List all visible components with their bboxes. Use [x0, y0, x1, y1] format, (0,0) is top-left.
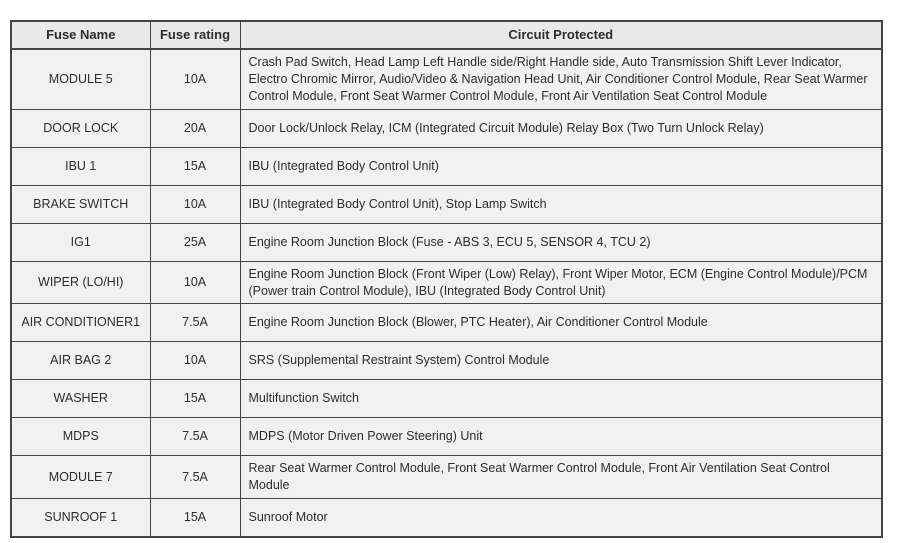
fuse-rating-cell: 10A [150, 261, 240, 304]
table-row [11, 342, 882, 380]
fuse-name-cell: WASHER [11, 380, 150, 418]
fuse-name-cell: MDPS [11, 418, 150, 456]
circuit-protected-cell: Sunroof Motor [240, 499, 882, 538]
fuse-name-cell: BRAKE SWITCH [11, 185, 150, 223]
table-row [11, 456, 882, 499]
fuse-rating-cell: 20A [150, 109, 240, 147]
circuit-protected-cell: Multifunction Switch [240, 380, 882, 418]
circuit-protected-cell: Engine Room Junction Block (Fuse - ABS 3, ECU 5, SENSOR 4, TCU 2) [240, 223, 882, 261]
fuse-rating-cell: 10A [150, 185, 240, 223]
header-circuit-protected: Circuit Protected [240, 21, 882, 49]
fuse-name-cell: MODULE 7 [11, 456, 150, 499]
circuit-protected-cell: SRS (Supplemental Restraint System) Control Module [240, 342, 882, 380]
circuit-protected-cell: Engine Room Junction Block (Front Wiper (Low) Relay), Front Wiper Motor, ECM (Engine Control Module)/PCM (Power train Control Module), IBU (Integrated Body Control Unit) [240, 261, 882, 304]
circuit-protected-cell: Door Lock/Unlock Relay, ICM (Integrated Circuit Module) Relay Box (Two Turn Unlock Relay) [240, 109, 882, 147]
fuse-name-cell: AIR CONDITIONER1 [11, 304, 150, 342]
circuit-protected-cell: Rear Seat Warmer Control Module, Front Seat Warmer Control Module, Front Air Ventilation Seat Control Module [240, 456, 882, 499]
table-row [11, 380, 882, 418]
table-row [11, 109, 882, 147]
fuse-rating-cell: 25A [150, 223, 240, 261]
table-row [11, 418, 882, 456]
fuse-rating-cell: 10A [150, 49, 240, 109]
header-fuse-name: Fuse Name [11, 21, 150, 49]
table-row [11, 304, 882, 342]
circuit-protected-cell: IBU (Integrated Body Control Unit), Stop Lamp Switch [240, 185, 882, 223]
circuit-protected-cell: Crash Pad Switch, Head Lamp Left Handle side/Right Handle side, Auto Transmission Shift Lever Indicator, Electro Chromic Mirror, Audio/Video & Navigation Head Unit, Air Conditioner Control Module, Rear Seat Warmer Control Module, Front Seat Warmer Control Module, Front Air Ventilation Seat Control Module [240, 49, 882, 109]
fuse-name-cell: SUNROOF 1 [11, 499, 150, 538]
fuse-rating-cell: 15A [150, 380, 240, 418]
fuse-name-cell: IG1 [11, 223, 150, 261]
circuit-protected-cell: Engine Room Junction Block (Blower, PTC Heater), Air Conditioner Control Module [240, 304, 882, 342]
fuse-rating-cell: 15A [150, 499, 240, 538]
table-row [11, 49, 882, 109]
fuse-name-cell: AIR BAG 2 [11, 342, 150, 380]
fuse-rating-cell: 15A [150, 147, 240, 185]
fuse-rating-cell: 7.5A [150, 304, 240, 342]
fuse-table [10, 20, 883, 538]
header-fuse-rating: Fuse rating [150, 21, 240, 49]
circuit-protected-cell: MDPS (Motor Driven Power Steering) Unit [240, 418, 882, 456]
fuse-name-cell: DOOR LOCK [11, 109, 150, 147]
table-row [11, 185, 882, 223]
fuse-rating-cell: 7.5A [150, 418, 240, 456]
table-row [11, 147, 882, 185]
fuse-rating-cell: 10A [150, 342, 240, 380]
table-row [11, 223, 882, 261]
fuse-name-cell: IBU 1 [11, 147, 150, 185]
fuse-name-cell: MODULE 5 [11, 49, 150, 109]
header-row [11, 21, 882, 49]
circuit-protected-cell: IBU (Integrated Body Control Unit) [240, 147, 882, 185]
table-row [11, 261, 882, 304]
fuse-name-cell: WIPER (LO/HI) [11, 261, 150, 304]
table-row [11, 499, 882, 538]
fuse-table-header [11, 21, 882, 49]
fuse-rating-cell: 7.5A [150, 456, 240, 499]
fuse-table-body [11, 49, 882, 537]
